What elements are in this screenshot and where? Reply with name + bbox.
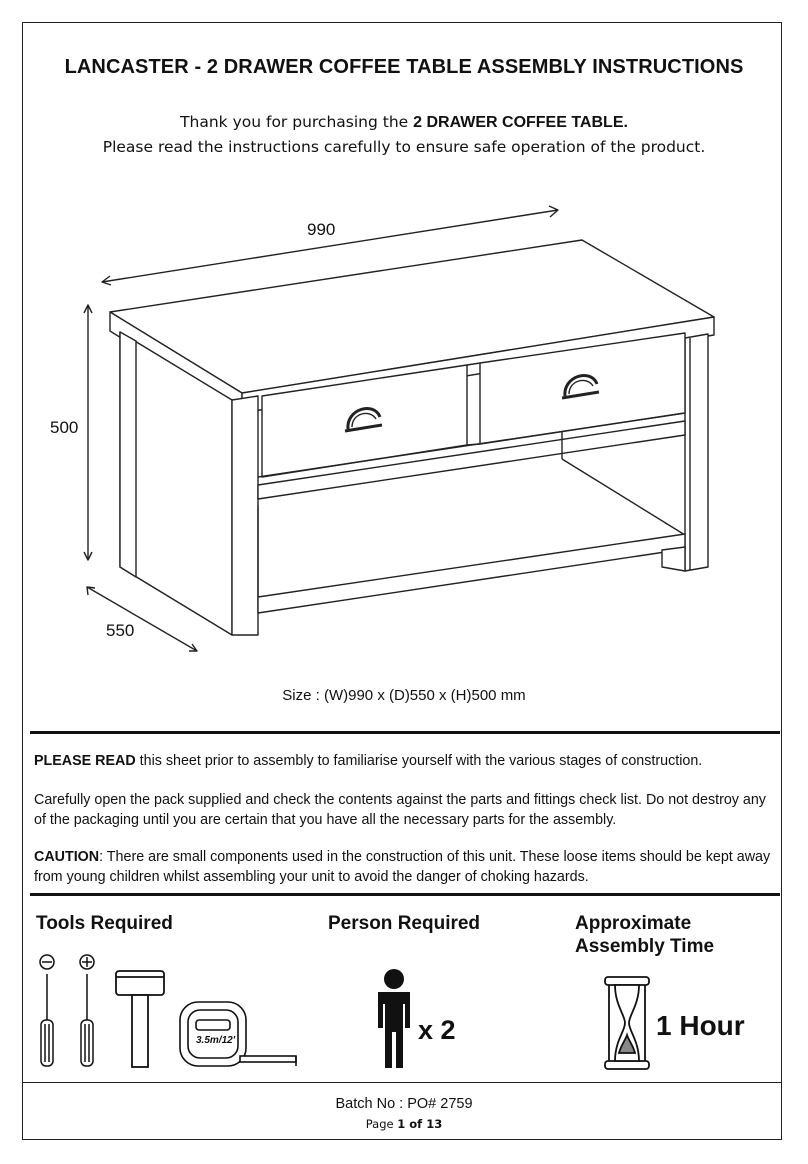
person-icon: [372, 968, 416, 1070]
tools-required-label: Tools Required: [36, 913, 173, 934]
assembly-time-label: [575, 912, 714, 958]
assembly-time-line-1: Approximate: [575, 913, 692, 934]
intro-text: [0, 110, 808, 159]
page-total: 13: [426, 1117, 443, 1131]
dimension-width: 990: [307, 220, 336, 239]
time-value: 1 Hour: [656, 1010, 745, 1041]
page-title: LANCASTER - 2 DRAWER COFFEE TABLE ASSEMBLY INSTRUCTIONS: [64, 56, 744, 78]
footer-divider: [22, 1082, 782, 1083]
hourglass-icon: [603, 975, 651, 1071]
page-prefix: Page: [365, 1117, 398, 1131]
note-pack: Carefully open the pack supplied and check the contents against the parts and fittings check list. Do not destroy any of the packaging until you are certain that you have all the necessary parts for the assembly.: [34, 792, 766, 828]
divider-bottom: [30, 893, 780, 896]
dimension-depth: 550: [106, 621, 135, 640]
page-number: [0, 1117, 808, 1131]
dimension-height: 500: [50, 418, 79, 437]
page-current: 1: [397, 1117, 406, 1131]
note-read-text: this sheet prior to assembly to familiarise yourself with the various stages of construction.: [135, 753, 703, 769]
tape-label: 3.5m/12': [196, 1035, 236, 1046]
note-caution-label: CAUTION: [34, 849, 100, 865]
size-text: Size : (W)990 x (D)550 x (H)500 mm: [282, 687, 526, 704]
thanks-product: 2 DRAWER COFFEE TABLE.: [413, 114, 628, 131]
note-read: [34, 751, 774, 771]
thanks-line-2: Please read the instructions carefully to ensure safe operation of the product.: [102, 138, 706, 156]
note-caution: [34, 847, 774, 887]
phillips-screwdriver-icon: [73, 952, 101, 1072]
page-of: of: [405, 1117, 427, 1131]
note-caution-text: : There are small components used in the construction of this unit. These loose items should be kept away from young children whilst assembling your unit to avoid the danger of choking hazards.: [34, 849, 771, 885]
person-count: x 2: [418, 1015, 456, 1045]
hammer-icon: [112, 965, 168, 1071]
assembly-time-line-2: Assembly Time: [575, 936, 715, 957]
person-required-label: Person Required: [328, 913, 481, 934]
coffee-table-drawing: [40, 195, 740, 675]
divider-top: [30, 731, 780, 734]
flat-screwdriver-icon: [33, 952, 61, 1072]
batch-number: Batch No : PO# 2759: [335, 1096, 473, 1112]
thanks-prefix: Thank you for purchasing the: [180, 113, 414, 131]
note-read-label: PLEASE READ: [34, 753, 136, 769]
